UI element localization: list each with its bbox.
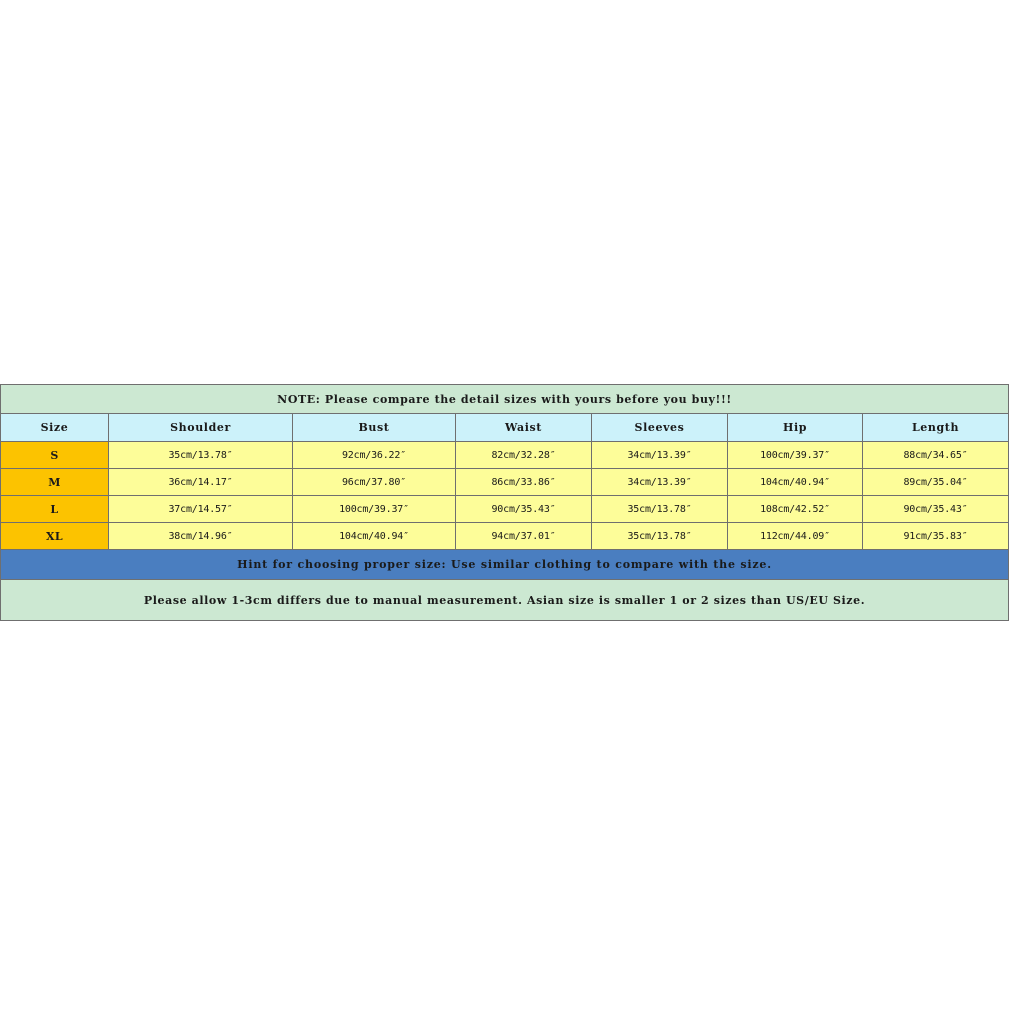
header-row [1,414,1009,442]
bust-cell: 104cm/40.94″ [293,523,456,550]
table-row [1,469,1009,496]
header-size: Size [1,414,109,442]
hint-text: Hint for choosing proper size: Use similar clothing to compare with the size. [1,550,1009,580]
length-cell: 88cm/34.65″ [863,442,1009,469]
header-sleeves: Sleeves [592,414,728,442]
shoulder-cell: 35cm/13.78″ [109,442,293,469]
bust-cell: 100cm/39.37″ [293,496,456,523]
hint-row [1,550,1009,580]
waist-cell: 94cm/37.01″ [456,523,592,550]
header-length: Length [863,414,1009,442]
length-cell: 90cm/35.43″ [863,496,1009,523]
table-row [1,523,1009,550]
header-bust: Bust [293,414,456,442]
table-row [1,496,1009,523]
waist-cell: 90cm/35.43″ [456,496,592,523]
sleeves-cell: 35cm/13.78″ [592,523,728,550]
header-shoulder: Shoulder [109,414,293,442]
hip-cell: 108cm/42.52″ [728,496,863,523]
shoulder-cell: 36cm/14.17″ [109,469,293,496]
hip-cell: 104cm/40.94″ [728,469,863,496]
length-cell: 89cm/35.04″ [863,469,1009,496]
sleeves-cell: 35cm/13.78″ [592,496,728,523]
waist-cell: 86cm/33.86″ [456,469,592,496]
size-label: XL [1,523,109,550]
size-chart-table [0,384,1009,621]
shoulder-cell: 38cm/14.96″ [109,523,293,550]
note-text: NOTE: Please compare the detail sizes with yours before you buy!!! [1,385,1009,414]
bust-cell: 92cm/36.22″ [293,442,456,469]
hip-cell: 112cm/44.09″ [728,523,863,550]
table-row [1,442,1009,469]
size-label: M [1,469,109,496]
hip-cell: 100cm/39.37″ [728,442,863,469]
header-hip: Hip [728,414,863,442]
header-waist: Waist [456,414,592,442]
length-cell: 91cm/35.83″ [863,523,1009,550]
size-label: L [1,496,109,523]
waist-cell: 82cm/32.28″ [456,442,592,469]
footer-row [1,580,1009,621]
size-label: S [1,442,109,469]
bust-cell: 96cm/37.80″ [293,469,456,496]
footer-text: Please allow 1-3cm differs due to manual measurement. Asian size is smaller 1 or 2 sizes than US/EU Size. [1,580,1009,621]
sleeves-cell: 34cm/13.39″ [592,469,728,496]
shoulder-cell: 37cm/14.57″ [109,496,293,523]
note-row [1,385,1009,414]
sleeves-cell: 34cm/13.39″ [592,442,728,469]
